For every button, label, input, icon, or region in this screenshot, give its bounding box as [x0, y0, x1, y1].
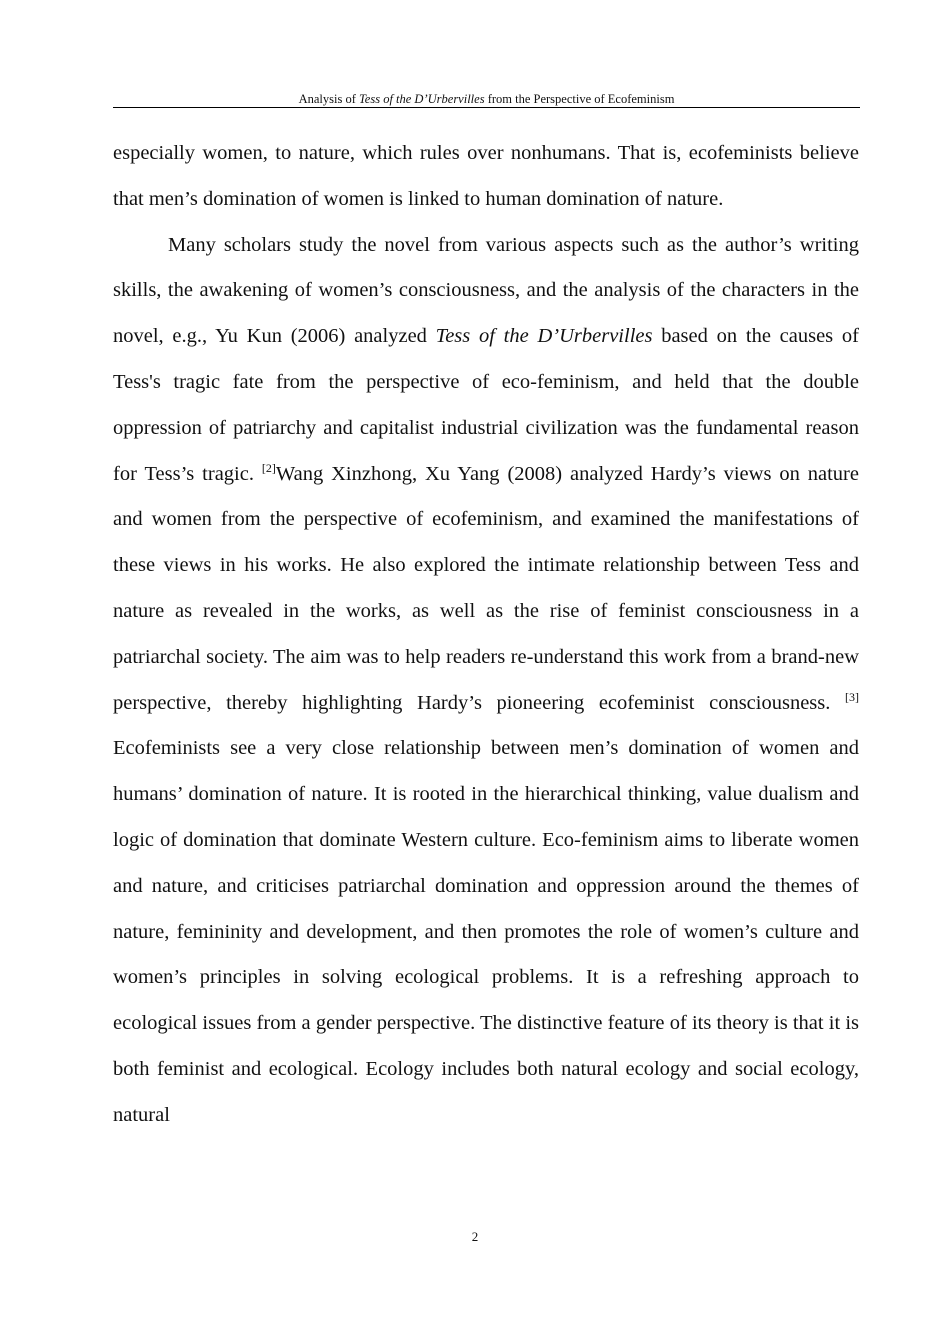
header-italic-title: Tess of the D’Urbervilles: [358, 92, 485, 106]
paragraph-2-part-a: Many scholars study the novel from various aspects such as the author’s writing skills, the awakening of women’s consciousness, and the analysis of the characters in the novel, e.g., Yu Kun (2006) analyzed: [113, 233, 859, 348]
paragraph-2-part-d: Ecofeminists see a very close relationship between men’s domination of women and humans’ domination of nature. It is rooted in the hierarchical thinking, value dualism and logic of domination that dominate Western culture. Eco-feminism aims to liberate women and nature, and criticises patriarchal domination and oppression around the themes of nature, femininity and development, and then promotes the role of women’s culture and women’s principles in solving ecological problems. It is a refreshing approach to ecological issues from a gender perspective. The distinctive feature of its theory is that it is both feminist and ecological. Ecology includes both natural ecology and social ecology, natural: [113, 737, 859, 1126]
citation-2: [2]: [261, 460, 276, 475]
paragraph-2: [113, 223, 859, 1139]
page-number: 2: [471, 1229, 479, 1244]
paragraph-1: especially women, to nature, which rules over nonhumans. That is, ecofeminists believe that men’s domination of women is linked to human domination of nature.: [113, 142, 859, 210]
paragraph-2-part-b: based on the causes of Tess's tragic fate from the perspective of eco-feminism, and held that the double oppression of patriarchy and capitalist industrial civilization was the fundamental reason for Tess’s tragic.: [113, 325, 859, 485]
running-header: [113, 91, 860, 108]
header-suffix: from the Perspective of Ecofeminism: [484, 92, 675, 106]
header-prefix: Analysis of: [298, 92, 359, 106]
body-text: [113, 131, 859, 1139]
citation-3: [3]: [845, 689, 859, 704]
paragraph-2-italic-title: Tess of the D’Urbervilles: [435, 325, 653, 348]
paragraph-2-part-c: Wang Xinzhong, Xu Yang (2008) analyzed Hardy’s views on nature and women from the perspective of ecofeminism, and examined the manifestations of these views in his works. He also explored the intimate relationship between Tess and nature as revealed in the works, as well as the rise of feminist consciousness in a patriarchal society. The aim was to help readers re-understand this work from a brand-new perspective, thereby highlighting Hardy’s pioneering ecofeminist consciousness.: [113, 462, 859, 714]
